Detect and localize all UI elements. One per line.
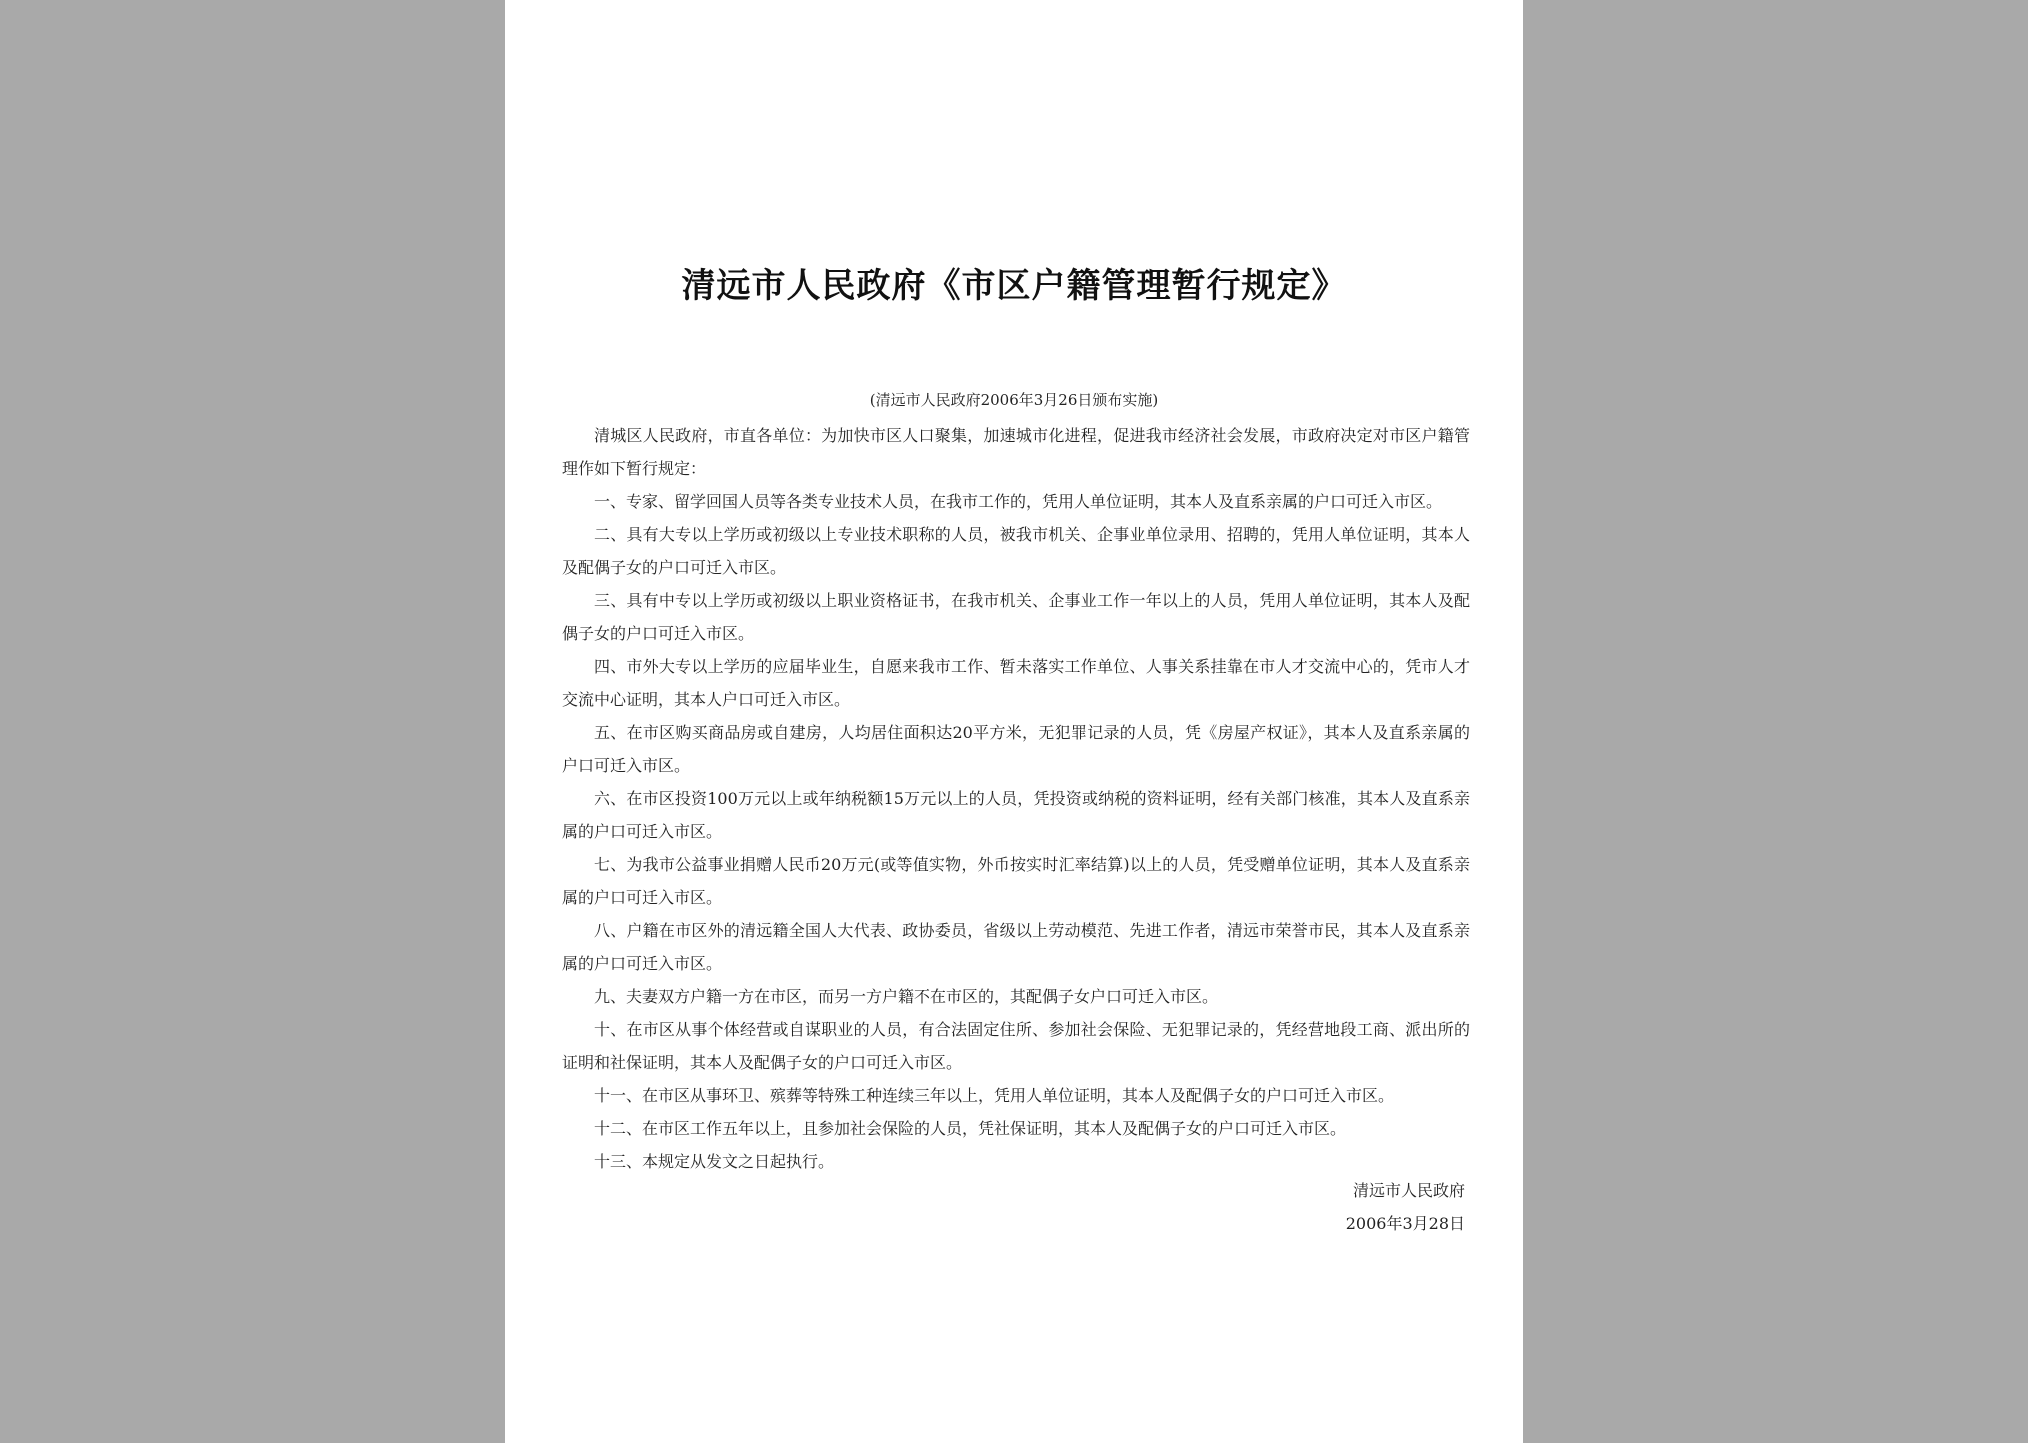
document-page (505, 0, 1523, 1443)
signature-date: 2006年3月28日 (1345, 1214, 1465, 1233)
paragraph-clause-1: 一、专家、留学回国人员等各类专业技术人员，在我市工作的，凭用人单位证明，其本人及直系亲属的户口可迁入市区。 (594, 492, 1443, 511)
paragraph-clause-6: 六、在市区投资100万元以上或年纳税额15万元以上的人员，凭投资或纳税的资料证明，经有关部门核准，其本人及直系亲属的户口可迁入市区。 (562, 789, 1470, 841)
paragraph-clause-2: 二、具有大专以上学历或初级以上专业技术职称的人员，被我市机关、企事业单位录用、招聘的，凭用人单位证明，其本人及配偶子女的户口可迁入市区。 (562, 525, 1470, 577)
document-title: 清远市人民政府《市区户籍管理暂行规定》 (681, 266, 1347, 306)
paragraph-intro: 清城区人民政府，市直各单位：为加快市区人口聚集，加速城市化进程，促进我市经济社会发展，市政府决定对市区户籍管理作如下暂行规定： (562, 426, 1470, 478)
paragraph-clause-11: 十一、在市区从事环卫、殡葬等特殊工种连续三年以上，凭用人单位证明，其本人及配偶子女的户口可迁入市区。 (594, 1086, 1395, 1105)
paragraph-clause-5: 五、在市区购买商品房或自建房，人均居住面积达20平方米，无犯罪记录的人员，凭《房屋产权证》，其本人及直系亲属的户口可迁入市区。 (562, 723, 1470, 775)
document-body (562, 419, 1470, 1178)
paragraph-clause-8: 八、户籍在市区外的清远籍全国人大代表、政协委员，省级以上劳动模范、先进工作者，清远市荣誉市民，其本人及直系亲属的户口可迁入市区。 (562, 921, 1470, 973)
signature-block (1346, 1174, 1465, 1240)
document-subtitle: (清远市人民政府2006年3月26日颁布实施) (869, 391, 1159, 409)
paragraph-clause-7: 七、为我市公益事业捐赠人民币20万元(或等值实物，外币按实时汇率结算)以上的人员，凭受赠单位证明，其本人及直系亲属的户口可迁入市区。 (562, 855, 1470, 907)
paragraph-clause-13: 十三、本规定从发文之日起执行。 (594, 1152, 835, 1171)
paragraph-clause-3: 三、具有中专以上学历或初级以上职业资格证书，在我市机关、企事业工作一年以上的人员，凭用人单位证明，其本人及配偶子女的户口可迁入市区。 (562, 591, 1470, 643)
paragraph-clause-12: 十二、在市区工作五年以上，且参加社会保险的人员，凭社保证明，其本人及配偶子女的户口可迁入市区。 (594, 1119, 1347, 1138)
paragraph-clause-4: 四、市外大专以上学历的应届毕业生，自愿来我市工作、暂未落实工作单位、人事关系挂靠在市人才交流中心的，凭市人才交流中心证明，其本人户口可迁入市区。 (562, 657, 1470, 709)
signature-issuer: 清远市人民政府 (1352, 1181, 1465, 1200)
paragraph-clause-9: 九、夫妻双方户籍一方在市区，而另一方户籍不在市区的，其配偶子女户口可迁入市区。 (594, 987, 1219, 1006)
paragraph-clause-10: 十、在市区从事个体经营或自谋职业的人员，有合法固定住所、参加社会保险、无犯罪记录的，凭经营地段工商、派出所的证明和社保证明，其本人及配偶子女的户口可迁入市区。 (562, 1020, 1470, 1072)
